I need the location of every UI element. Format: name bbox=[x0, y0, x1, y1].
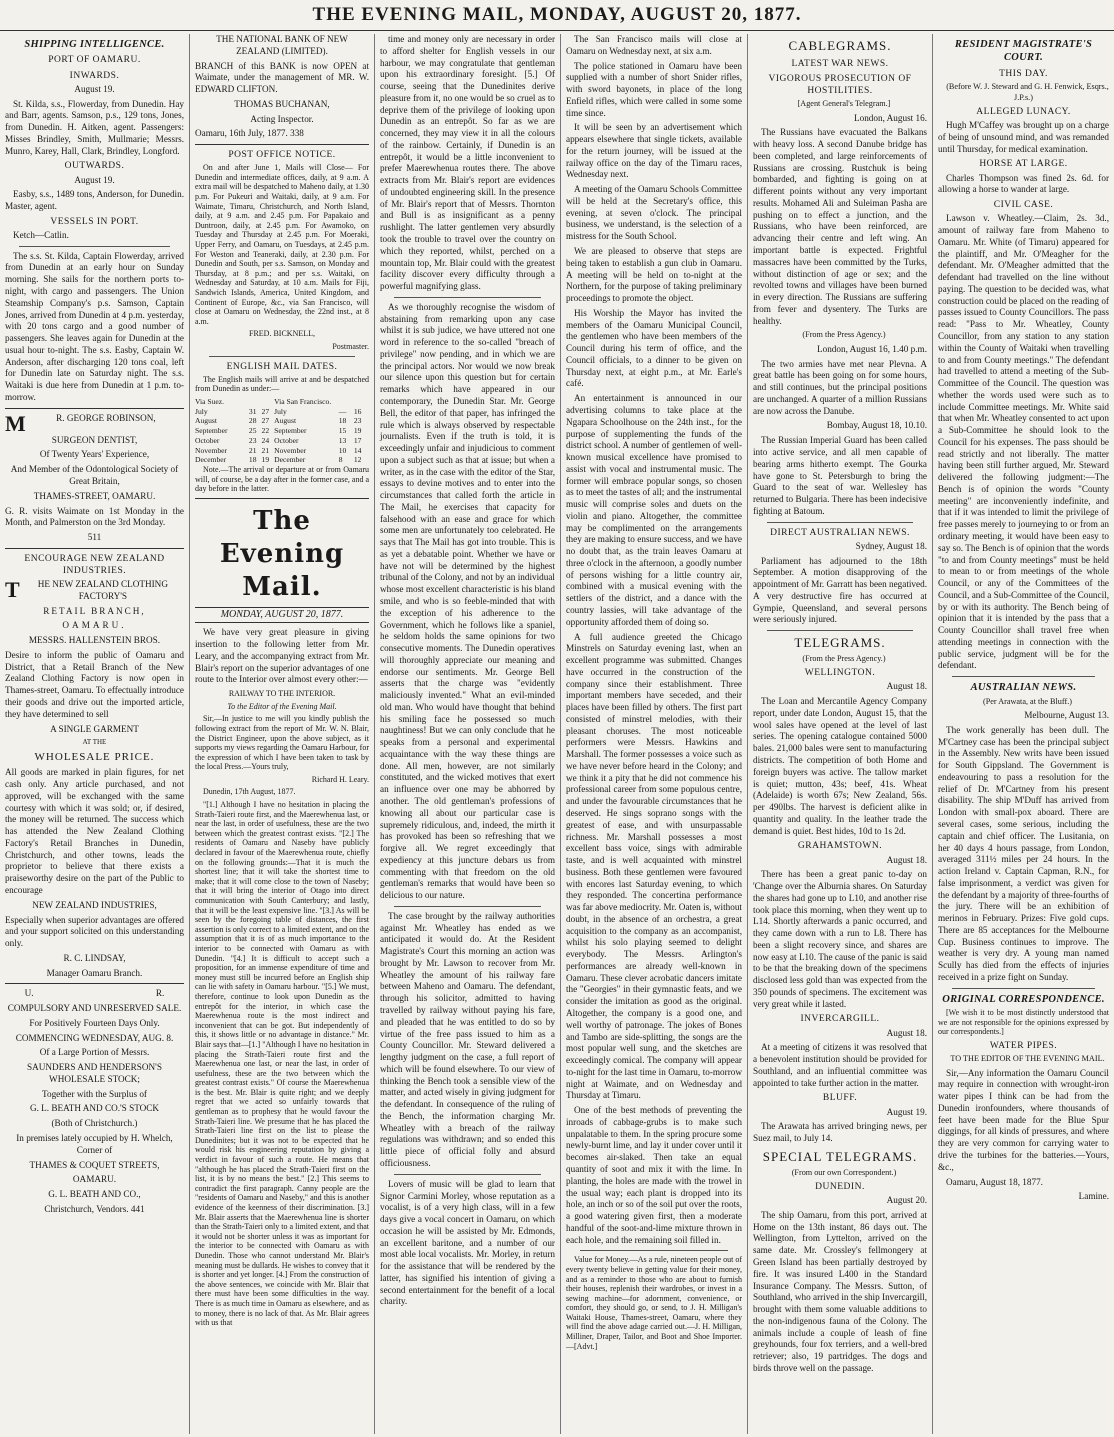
special-telegrams-title: SPECIAL TELEGRAMS. bbox=[762, 1148, 918, 1164]
table-cell: August bbox=[195, 416, 217, 426]
table-cell: 27 bbox=[261, 406, 270, 416]
table-cell: 24 bbox=[261, 435, 270, 445]
water-sign: Lamine. bbox=[1078, 1191, 1109, 1202]
table-cell: 23 bbox=[248, 435, 257, 445]
news-mayor: His Worship the Mayor has invited the members of the Oamaru Municipal Council, the gentlemen who have been members of the Council during his term of office, and the Council officials, to a dinner to be given on Thursday next, at eight p.m., at Mr. Earle's café. bbox=[566, 307, 742, 389]
at-the: AT THE bbox=[82, 738, 107, 747]
table-cell: 19 bbox=[353, 426, 362, 436]
column-2 bbox=[190, 34, 375, 1434]
before-magistrates: (Before W. J. Steward and G. H. Fenwick, Esqrs., J.P.s.) bbox=[946, 82, 1109, 102]
post-sign: FRED. BICKNELL, bbox=[249, 329, 315, 339]
sale-line-13: Christchurch, Vendors. bbox=[44, 1203, 129, 1214]
column-1 bbox=[0, 34, 190, 1434]
letter-date: Dunedin, 17th August, 1877. bbox=[203, 787, 296, 797]
invercargill-text: At a meeting of citizens it was resolved that a benevolent institution should be provided for Southland, and an influential committee was appointed to take further action in the matter. bbox=[753, 1042, 927, 1088]
clothing-text-3: Especially when superior advantages are offered and your support solicited on this understanding only. bbox=[5, 914, 184, 949]
clothing-text: Desire to inform the public of Oamaru and District, that a Retail Branch of the New Zealand Clothing Factory is now open in Thames-street, Oamaru. To effectually introduce their goods and drive out the imported article, they have determined to sell bbox=[5, 649, 184, 719]
dentist-ad bbox=[5, 410, 184, 544]
melbourne-text: The work generally has been dull. The M'Cartney case has been the principal subject in the Assembly. New writs have been issued for South Gippsland. The Government is endeavouring to pass a resolution for the relief of Dr. M'Cartney from his present disability. The ship M'Duff has arrived from London with small-pox aboard. There are several cases, some serious, including the captain and chief officer. The Lusitania, on her 40 days 4 hours passage, from London, averaged 311½ miles per 24 hours. In the action Ireland v. Captain Capman, R.N., for false imprisonment, a verdict was given for the defendant by a majority of three-fourths of the jury. There will be an exhibition of merinos in February. Prizes: Five gold cups. There are 85 acceptances for the Melbourne Cup. Business continues to improve. The weather is very dry. A young man named Scully has died from the effects of injuries received in a prize fight on Sunday. bbox=[938, 724, 1109, 982]
single-garment: A SINGLE GARMENT bbox=[50, 723, 139, 734]
melbourne-dateline: Melbourne, August 13. bbox=[1024, 710, 1109, 721]
london-text-2: The two armies have met near Plevna. A great battle has been going on for some hours, and still continues, but the principal positions are unchanged. A quarter of a million Russians are now across the Danube. bbox=[753, 358, 927, 416]
london-dateline-1: London, August 16. bbox=[854, 112, 927, 123]
table-cell: 28 bbox=[248, 416, 257, 426]
vessels-text: Ketch—Catlin. bbox=[13, 229, 69, 240]
bank-text: BRANCH of this BANK is now OPEN at Waimate, under the management of MR. W. EDWARD CLIFTON. bbox=[195, 60, 369, 95]
sale-line-6: Together with the Surplus of bbox=[42, 1088, 147, 1099]
water-pipes-heading: WATER PIPES. bbox=[989, 1040, 1058, 1051]
table-cell: 17 bbox=[353, 435, 362, 445]
dunedin-heading: DUNEDIN. bbox=[815, 1182, 865, 1193]
original-correspondence-title: ORIGINAL CORRESPONDENCE. bbox=[942, 993, 1105, 1005]
bank-number: 338 bbox=[290, 128, 304, 139]
table-cell: 31 bbox=[248, 406, 257, 416]
letter-sign: Richard H. Leary. bbox=[311, 774, 369, 784]
table-cell: October bbox=[274, 435, 299, 445]
table-cell: November bbox=[195, 445, 228, 455]
table-cell: 27 bbox=[261, 416, 270, 426]
press-agency-1: (From the Press Agency.) bbox=[802, 330, 886, 340]
table-cell: 14 bbox=[353, 445, 362, 455]
horse-text: Charles Thompson was fined 2s. 6d. for allowing a horse to wander at large. bbox=[938, 172, 1109, 195]
dentist-title: SURGEON DENTIST, bbox=[51, 434, 138, 445]
civil-heading: CIVIL CASE. bbox=[993, 200, 1054, 211]
outwards-text: Easby, s.s., 1489 tons, Anderson, for Dunedin. Master, agent. bbox=[5, 189, 184, 212]
news-mails: The San Francisco mails will close at Oamaru on Wednesday next, at six a.m. bbox=[566, 34, 742, 56]
own-correspondent: (From our own Correspondent.) bbox=[791, 1167, 897, 1177]
water-date: Oamaru, August 18, 1877. bbox=[946, 1176, 1043, 1187]
bank-sign: THOMAS BUCHANAN, bbox=[234, 98, 330, 109]
table-row bbox=[195, 436, 369, 446]
letter-heading: RAILWAY TO THE INTERIOR. bbox=[228, 689, 336, 699]
sydney-dateline: Sydney, August 18. bbox=[855, 540, 927, 551]
post-title: POST OFFICE NOTICE. bbox=[228, 150, 336, 161]
table-row bbox=[195, 407, 369, 417]
sale-number: 441 bbox=[130, 1203, 145, 1214]
editorial-intro: We have very great pleasure in giving insertion to the following letter from Mr. Leary, and the accompanying extract from Mr. Blair's report on the superior advantages of one route to the Interior over almost every other:— bbox=[195, 627, 369, 685]
invercargill-date: August 18. bbox=[886, 1027, 927, 1038]
table-cell: September bbox=[274, 426, 307, 436]
sale-line-3: COMMENCING WEDNESDAY, AUG. 8. bbox=[15, 1032, 174, 1043]
this-day: THIS DAY. bbox=[999, 68, 1048, 79]
sale-line-1: COMPULSORY AND UNRESERVED SALE. bbox=[7, 1003, 182, 1014]
table-cell: 19 bbox=[261, 455, 270, 465]
vigorous-heading: VIGOROUS PROSECUTION OF HOSTILITIES. bbox=[768, 73, 912, 96]
outwards-date: August 19. bbox=[74, 174, 115, 185]
table-row bbox=[195, 397, 369, 407]
table-cell: December bbox=[274, 455, 306, 465]
table-row bbox=[195, 455, 369, 465]
inwards-text: St. Kilda, s.s., Flowerday, from Dunedin. Hay and Barr, agents. Samson, p.s., 129 tons, Jones, from Dunedin. H. Aitken, agent. Passengers: Misses Brindley, Smith, Mullmarie; Messrs. Munro, Karey, Hall, Clark, Brindley, Longford. bbox=[5, 98, 184, 156]
table-cell: 15 bbox=[338, 426, 347, 436]
table-cell: — bbox=[338, 406, 347, 416]
dentist-number: 511 bbox=[87, 532, 102, 543]
australian-news-title: AUSTRALIAN NEWS. bbox=[970, 682, 1077, 694]
editorial-railway-case: The case brought by the railway authorities against Mr. Wheatley has ended as we anticipated it would do. At the Resident Magistrate's Court this morning an action was brought by Mr. Lawson to recover from Mr. Wheatley the amount of his railway fare between Maheno and Oamaru. The defendant, through his solicitor, admitted to having travelled by railway without paying his fare, and pleaded that he was entitled to do so by virtue of the free pass issued to him as a County Councillor. Mr. Steward delivered a lengthy judgment on the case, a full report of which will be found elsewhere. To our view of thinking the Bench took a sensible view of the matter, and acted wisely in giving judgment for the defendant. In consequence of the ruling of the Bench, the information charging Mr. Wheatley with a breach of the railway regulations was withdrawn; and so ended this little piece of official folly and absurd officiousness. bbox=[380, 910, 555, 1168]
table-cell: 13 bbox=[338, 435, 347, 445]
via-suez: Via Suez. bbox=[195, 396, 225, 406]
table-cell: 12 bbox=[353, 455, 362, 465]
clothing-line-1: HE NEW ZEALAND CLOTHING FACTORY'S bbox=[37, 579, 168, 601]
via-san-francisco: Via San Francisco. bbox=[274, 396, 332, 406]
inwards-date: August 19. bbox=[74, 83, 115, 94]
table-cell: 18 bbox=[248, 455, 257, 465]
wellington-text: The Loan and Mercantile Agency Company report, under date London, August 15, that the wool sales have opened at the level of last series. The opening catalogue contained 5000 bales. 21,000 bales were sent to manufacturing districts. The competition of both Home and foreign buyers was active. The tallow market is quiet; mutton, 43s; beef, 41s. Wheat (Adelaide) is worth 67s; New Zealand, 56s. per 490lbs. The harvest is deficient alike in quantity and quality. In the leather trade the demand is quiet. Best hides, 10d to 1s 2d. bbox=[753, 696, 927, 836]
drop-cap-t: T bbox=[5, 577, 20, 603]
nz-industries: NEW ZEALAND INDUSTRIES, bbox=[32, 899, 157, 910]
lunacy-text: Hugh M'Caffey was brought up on a charge of being of unsound mind, and was remanded until Thursday, for medical examination. bbox=[938, 120, 1109, 154]
manager: Manager Oamaru Branch. bbox=[46, 967, 143, 978]
bluff-date: August 19. bbox=[886, 1106, 927, 1117]
dentist-member: And Member of the Odontological Society of Great Britain, bbox=[10, 464, 179, 486]
table-cell: 16 bbox=[353, 406, 362, 416]
editorial-cont: time and money only are necessary in order to afford shelter for English vessels in our harbour, we may congratulate that gentleman upon his extraordinary foresight. [5.] Of course, seeing that the Dunedinites derive pleasure from it, no one would be so cruel as to deprive them of the privilege of looking upon Dunedin as an entrepôt. So far as we are concerned, they may view it in all the colours of the rainbow. Certainly, if Dunedin is an entrepôt, it would be a little inconvenient to prefer Maerewhenua routes there. The above extracts from Mr. Blair's report are evidences of undoubted engineering skill. In the presence of Mr. Blair's report that of Messrs. Thornton and Bull is as insignificant as a penny rushlight. The latter gentlemen very absurdly took the trouble to travel over the country on which they reported, whilst, perched on a mountain top, Mr. Blair could with the greatest facility discover every difficulty through a powerful magnifying glass. bbox=[380, 34, 555, 292]
water-text: Sir,—Any information the Oamaru Council may require in connection with wrought-iron water pipes I think can be had from the Dunedin ironfounders, where thousands of feet have been made for the Blue Spur diggings, for all kinds of pressures, and where they are very common for carrying water to drive the turbines for the batteries.—Yours, &c., bbox=[938, 1067, 1109, 1172]
table-cell: 25 bbox=[248, 426, 257, 436]
sale-line-2: For Positively Fourteen Days Only. bbox=[29, 1017, 160, 1028]
grahamstown-date: August 18. bbox=[886, 854, 927, 865]
news-gun-club: We are pleased to observe that steps are being taken to establish a gun club in Oamaru. A meeting will be held on to-night at the Northern, for the purpose of taking preliminary proceedings to promote the object. bbox=[566, 246, 742, 304]
sale-line-11: OAMARU. bbox=[72, 1174, 117, 1185]
table-row bbox=[195, 446, 369, 456]
editorial-privilege: As we thoroughly recognise the wisdom of abstaining from remarking upon any case whilst it is sub judice, we have uttered not one word in reference to the so-called "breach of privilege" now pending, and in which we are the principal actors. Nor would we now break our silence upon this question but for certain remarks which have appeared in our contemporary, the Dunedin Star. Mr. George Bell, the editor of that paper, has infringed the rule which is always observed by respectable journalists. Even if the truth is told, it is exceedingly unfair and injudicious to comment upon a subject such as that at issue; but when a writer, as in the case with the editor of the Star, essays to devine motives and to enter into the circumstances that called forth the article in The Mail, he exercises that capacity for falsehood with an ease and grace for which some men are unfortunately too celebrated. He says that The Mail has got into trouble. This is as yet a debatable point. Whether we have or have not will be determined by the highest tribunal of the Colony, and not by an individual whose most excellent characteristic is his bland smile, and who is so feeble-minded that with the exception of his adherence to the Government, which he follows like a spaniel, he seldom holds the same opinions for two consecutive moments. The Dunedin operatives will thoroughly appreciate our meaning and endorse our sentiments. Mr. George Bell asserts that the charge was "evidently maliciously invented." What an evil-minded old man. Who would have thought that behind his smiling face he possessed so much naughtiness! But we can only conclude that he speaks from a personal and experimental acquaintance with the way these things are done. All men, however, are not similarly constituted, and the wicked motives that exert an influence over one may be abhorred by another. The old gentleman's professions of knowing all about our particular case is supremely ridiculous, and, indeed, the mirth it has provoked has been so refreshing that we forgive all. We regret exceedingly that expediency at this juncture debars us from commenting with that freedom on the old gentleman's remarks that would have been so delicious to our nature. bbox=[380, 301, 555, 901]
letter-body: Sir,—In justice to me will you kindly publish the following extract from the report of Mr. W. N. Blair, the District Engineer, upon the above subject, as it supports my views regarding the Oamaru Harbour, for the expression of which I have been taken to task by the local Press.—Yours truly, bbox=[195, 714, 369, 772]
english-mail-title: ENGLISH MAIL DATES. bbox=[226, 361, 338, 372]
clothing-text-2: All goods are marked in plain figures, for net cash only. Any article purchased, and not approved, will be exchanged with the same courtesy with which it was sold; or, if desired, the money will be returned. The success which has attended the New Zealand Clothing Factory's Retail Branches in Dunedin, Christchurch, and other towns, leads the proprietor to believe that there exists a praiseworthy desire on the part of the Public to encourage bbox=[5, 767, 184, 895]
table-cell: 23 bbox=[353, 416, 362, 426]
masthead: THE EVENING MAIL, MONDAY, AUGUST 20, 1877. bbox=[0, 0, 1114, 31]
table-cell: October bbox=[195, 435, 220, 445]
sale-line-12: G. L. BEATH AND CO., bbox=[48, 1189, 141, 1200]
mail-note: Note.—The arrival or departure at or from Oamaru will, of course, be a day after in the former case, and a day before in the latter. bbox=[195, 464, 369, 494]
grahamstown-heading: GRAHAMSTOWN. bbox=[797, 841, 883, 852]
water-to-editor: TO THE EDITOR OF THE EVENING MAIL. bbox=[950, 1054, 1105, 1064]
wellington-heading: WELLINGTON. bbox=[804, 668, 876, 679]
invercargill-heading: INVERCARGILL. bbox=[800, 1014, 880, 1025]
table-cell: 10 bbox=[338, 445, 347, 455]
column-6 bbox=[933, 34, 1114, 1434]
bank-ad bbox=[195, 34, 369, 140]
news-value-advert: Value for Money.—As a rule, nineteen people out of every twenty believe in getting value for their money, and as a reminder to those who are about to furnish their houses, replenish their wardrobes, or invest in a sewing machine—for adornment, convenience, or comfort, they should go, or send, to J. H. Milligan's Waitaki House, Thames-street, Oamaru, where they will find the above adage carried out.—J. H. Milligan, Milliner, Draper, Tailor, and Boot and Shoe Importer.—[Advt.] bbox=[566, 1255, 742, 1351]
dentist-visits: G. R. visits Waimate on 1st Monday in the Month, and Palmerston on the 3rd Monday. bbox=[5, 505, 184, 528]
war-text: The Russians have evacuated the Balkans with heavy loss. A second Danube bridge has been completed, and large reinforcements of Russians are crossing. Rustchuk is being bombarded, and fighting is going on at different points without any very important results. Mohamed Ali and Suleiman Pasha are pushing on to effect a junction, and the Russians, who have been reinforced, are advancing their centre and left wing. An important battle is expected. Frightful massacres have been committed by the Turks, without distinction of age or sex; and the revolted towns and villages have been burned in every direction. The Russians are suffering from fever and dysentery. The Turks are healthy. bbox=[753, 127, 927, 326]
lindsay: R. C. LINDSAY, bbox=[63, 952, 126, 963]
bank-date: Oamaru, 16th July, 1877. bbox=[195, 128, 288, 139]
bluff-heading: BLUFF. bbox=[822, 1093, 858, 1104]
war-news-heading: LATEST WAR NEWS. bbox=[791, 58, 889, 69]
clothing-line-3: OAMARU. bbox=[62, 620, 127, 631]
sale-line-7: G. L. BEATH AND CO.'S STOCK bbox=[29, 1103, 160, 1114]
sale-ad bbox=[5, 988, 184, 1215]
cablegrams-title: CABLEGRAMS. bbox=[788, 38, 892, 53]
sale-line-9: In premises lately occupied by H. Whelch, Corner of bbox=[16, 1133, 173, 1155]
column-4 bbox=[561, 34, 748, 1434]
grahamstown-text: There has been a great panic to-day on 'Change over the Alburnia shares. On Saturday the shares had gone up to L10, and another rise took place this morning, when they went up to L14. Shortly afterwards a panic occurred, and they came down with a run to L8. There has been a slight recovery since, and shares are now easy at L10. The cause of the panic is said to be that the breaking down of the specimens disclosed less gold than was expected from the 350 pounds of specimens. The excitement was very great while it lasted. bbox=[753, 869, 927, 1009]
bombay-dateline: Bombay, August 18, 10.10. bbox=[826, 420, 927, 431]
drop-cap-m: M bbox=[5, 410, 26, 436]
outwards-heading: OUTWARDS. bbox=[64, 161, 125, 172]
sale-line-8: (Both of Christchurch.) bbox=[51, 1118, 138, 1129]
wholesale-price: WHOLESALE PRICE. bbox=[34, 751, 155, 764]
news-cabbage: One of the best methods of preventing the inroads of cabbage-grubs is to make such unpalatable to them. In the spring procure some newly-burnt lime, and lay it under cover until it becomes air-slaked. Then take an equal quantity of soot and mix it with the lime. In planting, the holes are made with the trowel in the usual way; each plant is dropped into its hole, an inch or so of the soil put over the roots, a good watering given first, then a moderate handful of the soot-and-lime mixture thrown in each hole, and the remaining soil filled in. bbox=[566, 1105, 742, 1245]
post-postmaster: Postmaster. bbox=[332, 341, 369, 351]
bank-inspector: Acting Inspector. bbox=[250, 113, 314, 124]
shipping-title: SHIPPING INTELLIGENCE. bbox=[24, 39, 165, 50]
table-cell: 22 bbox=[261, 426, 270, 436]
table-cell: December bbox=[195, 455, 227, 465]
english-mail-text: The English mails will arrive at and be despatched from Dunedin as under:— bbox=[195, 374, 369, 394]
sale-line-4: Of a Large Portion of Messrs. bbox=[39, 1047, 150, 1058]
news-tickets: It will be seen by an advertisement which appears elsewhere that single tickets, available for the return journey, will be issued at the railway office on the day of the Timaru races, Wednesday next. bbox=[566, 122, 742, 180]
table-cell: 21 bbox=[261, 445, 270, 455]
sale-line-5: SAUNDERS AND HENDERSON'S WHOLESALE STOCK; bbox=[27, 1062, 162, 1084]
paper-nameplate: The Evening Mail. bbox=[219, 505, 345, 603]
shipping-news: The s.s. St. Kilda, Captain Flowerday, arrived from Dunedin at an early hour on Sunday morning. She sails for the northern ports to-night, with cargo and passengers. The Union Steamship Company's p.s. Samson, Captain Jones, arrived from Dunedin at 4 p.m. yesterday, with 20 tons cargo and a good number of passengers. She leaves again for Dunedin at the usual hour to-night. The s.s. Easby, Captain W. Anderson, after discharging 120 tons coal, left for Dunedin late on Saturday night. The s.s. Waitaki is due here from Dunedin at 1 p.m. to-morrow. bbox=[5, 250, 184, 402]
dentist-name: R. GEORGE ROBINSON, bbox=[56, 412, 156, 423]
table-cell: 18 bbox=[338, 416, 347, 426]
lunacy-heading: ALLEGED LUNACY. bbox=[976, 107, 1071, 118]
report-extract: "[1.] Although I have no hesitation in placing the Strath-Taieri route first, and the Maerewhenua last, or near the last, in order of usefulness, these are the two between which the greatest contrast exists. "[2.] The residents of Oamaru and Naseby have publicly declared in favour of the Maerewhenua route, chiefly on the following grounds:—That it is much the shortest line; that it will take the shortest time to make; that it will come close to the town of Naseby; that it will bring the interior of Otago into direct communication with South Canterbury; and lastly, that it will be the least expensive line. "[3.] As will be seen by the foregoing table of distances, the first assertion is only correct to a limited extent, and on the assumption that it is of as much importance to the interior to be connected with Oamaru as with Dunedin. "[4.] It is difficult to accept such a proposition, for an immense expenditure of time and money must still be incurred before an English ship can lie with safety in Oamaru harbour. "[5.] We must, therefore, continue to look upon Dunedin as the entrepôt for the interior, in which case the Maerewhenua route is the most indirect and inconvenient that can be got. But independently of this, it shows little or no advantage in distance." Mr. Blair says that—[1.] "Although I have no hesitation in placing the Strath-Taieri route first and the Maerewhenua one last, or near the last, in order of usefulness, these are the two between which the greatest contrast exists." Of course the Maerewhenua is the best. Mr. Blair is quite right; and we deeply regret that we acted so unfairly towards that gentleman as to prophesy that he would favour the Strath-Taieri line. We presume that he has placed the Strath-Taieri line first on the list to please the Dunedinites; but it was not to be expected that he would risk his engineering reputation by giving a verdict in favour of such a route. He means that "although he has placed the Strath-Taieri first on the list, it is by no means the best." [2.] This seems to contradict the first paragraph. Canny people are the "residents of Oamaru and Naseby," and this is another evidence of the keenness of their discrimination. [3.] Mr. Blair asserts that the Maerewhenua line is shorter than the Strath-Taieri only to a limited extent, and that it would not be shorter unless it was as important for the interior to be connected with Oamaru as with Dunedin. Those who cannot understand Mr. Blair's meaning must be dullards. He wishes to convey that it is shorter and yet longer. [4.] From the construction of the above sentences, we coincide with Mr. Blair that there must have been some difficulties in the way. There is as much time in Oamaru as elsewhere, and as to money, there is no lack of that. As Mr. Blair agrees with us that bbox=[195, 800, 369, 1328]
sale-letters: U. R. bbox=[24, 988, 165, 999]
table-cell: July bbox=[274, 406, 287, 416]
dentist-experience: Of Twenty Years' Experience, bbox=[39, 449, 150, 460]
table-cell: September bbox=[195, 426, 228, 436]
table-cell: 8 bbox=[338, 455, 343, 465]
hallenstein: MESSRS. HALLENSTEIN BROS. bbox=[28, 635, 161, 646]
clothing-line-2: RETAIL BRANCH, bbox=[43, 605, 146, 616]
civil-text: Lawson v. Wheatley.—Claim, 2s. 3d., amount of railway fare from Maheno to Oamaru. Mr. White (of Timaru) appeared for the plaintiff, and Mr. O'Meagher for the defendant. Mr. O'Meagher admitted that the defendant had travelled on the line without paying. The question to be decided was, what construction could be placed on the reading of passes issued to County Councillors. The pass read: "Pass to Mr. Wheatley, County Councillor, from any station to any station within the County of Waitaki when travelling to and from County meetings." The defendant had travelled to attend a meeting of the Sub-Committee of the Council. The question was whether the words used were such as to include Committee meetings. Mr. White said that when Mr. Wheatley consented to act upon a Sub-Committee he should look to the Council for his expenses. The pass should be read strictly and not liberally. The matter having been still further argued, Mr. Steward delivered the following judgment:—The Bench is of opinion the words "County meeting" are inconveniently indefinite, and that if it was intended to limit the privilege of free passes merely to journeying to or from an ordinary meeting, it would have been easy to say so. The Bench is of opinion that the words "to and from County meetings" must be held to mean to or from meetings of the whole Council, or any of the Committees of the Council, and a Sub-Committee of the Council, by or with its authority. The Bench being of opinion that it is intended by the pass that a County Councillor shall travel free when attending meetings in connection with the public service, judgment will be for the defendant. bbox=[938, 213, 1109, 671]
wellington-date: August 18. bbox=[886, 681, 927, 692]
encourage-heading: ENCOURAGE NEW ZEALAND INDUSTRIES. bbox=[24, 553, 165, 576]
sale-line-10: THAMES & COQUET STREETS, bbox=[29, 1159, 160, 1170]
clothing-ad bbox=[5, 553, 184, 980]
press-agency-2: (From the Press Agency.) bbox=[802, 653, 886, 663]
columns bbox=[0, 34, 1114, 1434]
news-minstrels: A full audience greeted the Chicago Minstrels on Saturday evening last, when an excellent programme was submitted. Changes have occurred in the construction of the company since their establishment. Three important members have seceded, and their places have been filled by others. The first part consisted of minstrel melodies, with their pleasant choruses. The most noticeable performers were Messrs. Hawkins and Marshall. The former possesses a voice such as we have never before heard in the Colony; and we think it a pity that he did not commence his professional career from some populous centre, and under the favourable circumstances that he deserved. He sings soprano songs with the greatest of ease, and with unsurpassable richness. Mr. Marshall possesses a most excellent bass voice, sings with admirable taste, and is well acquainted with minstrel business. Both these gentlemen were favoured with encores last Saturday evening, to which they responded. The concertina performance was far above mediocrity. Mr. Oaten is, without doubt, in the absence of an orchestra, a great acquisition to the company as an accompanist, whilst his solo playing seemed to delight everybody. The Messrs. Arlington's performances are already well-known in Oamaru. These clever acrobatic dancers imitate the "Georgies" in their gymnastic feats, and we consider the imitation as good as the original. Altogether, the company is a good one, and well worthy of patronage. The jokes of Bones and Tambo are side-splitting, the songs are the most popular well sung, and the sketches are exceedingly comical. The company will appear to-night for the last time in Oamaru, to-morrow night at Waimate, and on Wednesday and Thursday at Timaru. bbox=[566, 631, 742, 1101]
table-row bbox=[195, 416, 369, 426]
news-schools: A meeting of the Oamaru Schools Committee will be held at the Secretary's office, this evening, at seven o'clock. The principal business, we understand, is the selection of a mistress for the South School. bbox=[566, 184, 742, 242]
column-3 bbox=[375, 34, 561, 1434]
direct-news-heading: DIRECT AUSTRALIAN NEWS. bbox=[770, 527, 910, 538]
vessels-heading: VESSELS IN PORT. bbox=[50, 216, 139, 227]
letter-to: To the Editor of the Evening Mail. bbox=[227, 701, 337, 711]
correspondence-note: [We wish it to be most distinctly understood that we are not responsible for the opinions expressed by our correspondents.] bbox=[938, 1008, 1109, 1037]
dunedin-date: August 20. bbox=[886, 1195, 927, 1206]
table-cell: July bbox=[195, 406, 208, 416]
agent-general: [Agent General's Telegram.] bbox=[797, 99, 891, 109]
bombay-text: The Russian Imperial Guard has been called into active service, and all men capable of bearing arms hitherto exempt. The Gourka have gone to St. Petersburgh to bring the Guard to the seat of war. Wellesley has returned to Bulgaria. There has been indecisive fighting at Batoum. bbox=[753, 435, 927, 516]
column-5 bbox=[748, 34, 933, 1434]
editorial-music: Lovers of music will be glad to learn that Signor Carmini Morley, whose reputation as a vocalist, is of a very high class, will in a few days give a vocal concert in Oamaru, on which occasion he will be assisted by Mr. Edmonds, an excellent baritone, and a number of our most able local vocalists. Mr. Morley, in return for the assistance that will be rendered by the latter, has signified his intention of giving a second entertainment for the benefit of a local charity. bbox=[380, 1178, 555, 1307]
dentist-address: THAMES-STREET, OAMARU. bbox=[33, 490, 156, 501]
table-cell: August bbox=[274, 416, 297, 426]
australian-news-per: (Per Arawata, at the Bluff.) bbox=[983, 696, 1072, 706]
news-police: The police stationed in Oamaru have been supplied with a number of short Snider rifles, with sword bayonets, in place of the long Enfield rifles, which were called in some some time since. bbox=[566, 60, 742, 118]
table-cell: 21 bbox=[248, 445, 257, 455]
london-dateline-2: London, August 16, 1.40 p.m. bbox=[817, 343, 927, 354]
mail-dates-table bbox=[195, 397, 369, 465]
table-row bbox=[195, 426, 369, 436]
dunedin-text: The ship Oamaru, from this port, arrived at Home on the 13th instant, 86 days out. The Wellington, from Lyttelton, arrived on the same date. Mr. Crossley's fellmongery at Green Island has been partially destroyed by fire. It was insured L400 in the Standard Insurance Company. The Messrs. Sutton, of Southland, who arrived in the ship Invercargill, brought with them some valuable additions to the non-indigenous fauna of the Colony. The animals include a couple of leash of fine greyhounds, four fox terriers, and a well-bred retriever; also, 19 partridges. The dogs and birds throve well on the passage. bbox=[753, 1209, 927, 1373]
port-heading: PORT OF OAMARU. bbox=[48, 55, 141, 66]
news-entertainment: An entertainment is announced in our advertising columns to take place at the Ngapara Schoolhouse on the 24th inst., for the purpose of supplementing the funds of the district school. A number of gentlemen of well-known musical excellence have promised to assist with vocal and instrumental music. The former will embrace popular songs, so chosen as to meet the tastes of all; and the instrumental music will comprise soles and duets on the violin and piano. Altogether, the committee may be complimented on the arrangements they are making to ensure success, and we have no doubt that, as the train leaves Oamaru at three o'clock in the afternoon, a goodly number of persons wishing for a little country air, combined with a musical evening with the settlers of the district, and a dance with the country lassies, will take advantage of the opportunity afforded them of doing so. bbox=[566, 393, 742, 627]
paper-date: MONDAY, AUGUST 20, 1877. bbox=[195, 607, 369, 624]
bluff-text: The Arawata has arrived bringing news, per Suez mail, to July 14. bbox=[753, 1121, 927, 1144]
bank-title: THE NATIONAL BANK OF NEW ZEALAND (LIMITED). bbox=[216, 34, 348, 56]
horse-heading: HORSE AT LARGE. bbox=[979, 159, 1068, 170]
telegrams-title: TELEGRAMS. bbox=[794, 635, 886, 651]
sydney-text: Parliament has adjourned to the 18th September. A motion disapproving of the appointment of Mr. Garratt has been negatived. A very destructive fire has occurred at Gympie, Queensland, and several persons were seriously injured. bbox=[753, 555, 927, 625]
inwards-heading: INWARDS. bbox=[69, 70, 120, 81]
post-text: On and after June 1, Mails will Close— For Dunedin and intermediate offices, daily, at 9 a.m. A extra mail will be despatched to Maheno daily, at 1.30 p.m. For Pukeuri and Waitaki, daily, at 9 a.m. For Waimate, Timaru, Christchurch, and North Island, daily, at 9 a.m. and 2.45 p.m. For Papakaio and Duntroon, daily, at 2.45 p.m. For Awamoko, on Tuesday and Thursday at 2.45 p.m. For Moeraki, Upper Ferry, and Oamaru, on Tuesdays, at 2.45 p.m. For Weston and Teaneraki, daily, at 2.30 p.m. For Dunedin and South, per s.s. Samson, on Monday and Thursday, at 8 p.m.; and per s.s. Waitaki, on Wednesday and Saturday, at 10 a.m. Mails for Fiji, Sandwich Islands, America, United Kingdom, and Continent of Europe, &c., via San Francisco, will close at Oamaru on Wednesday, the 22nd inst., at 8 a.m. bbox=[195, 163, 369, 326]
rm-court-title: RESIDENT MAGISTRATE'S COURT. bbox=[954, 39, 1093, 64]
table-cell: November bbox=[274, 445, 307, 455]
